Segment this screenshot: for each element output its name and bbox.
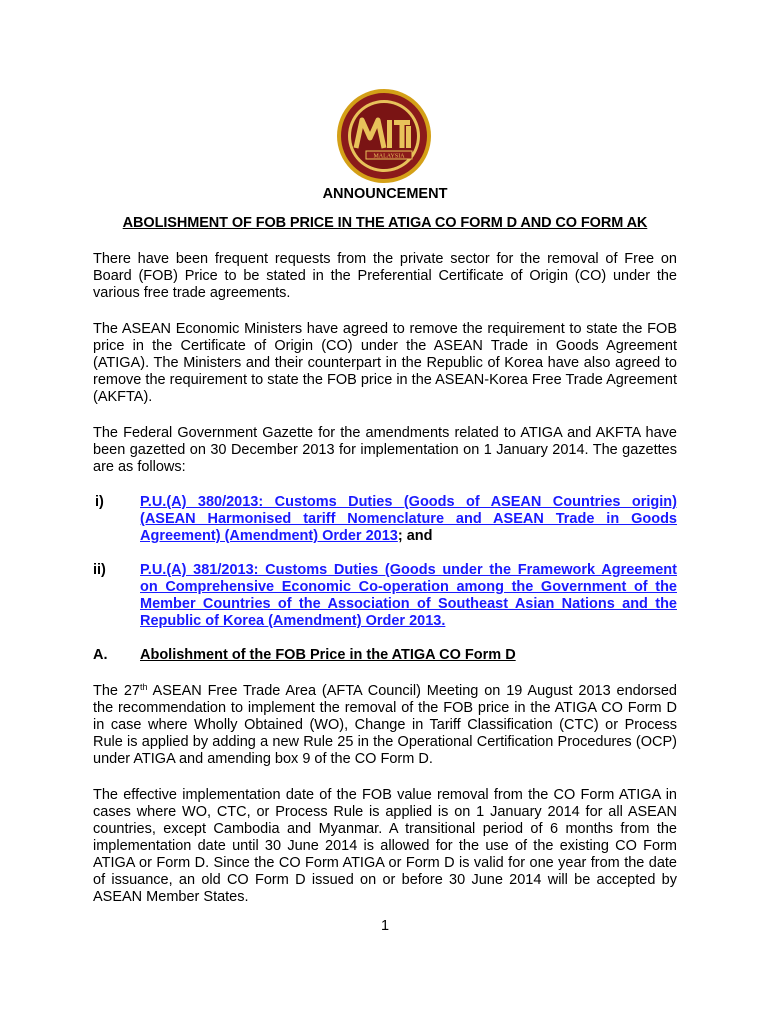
paragraph-ministers: The ASEAN Economic Ministers have agreed to remove the requirement to state the FOB price in the Certificate of Origin (CO) under the ASEAN Trade in Goods Agreement (ATIGA). The Ministers and their counterpart in the Republic of Korea have also agreed to remove the requirement to state the FOB price in the ASEAN-Korea Free Trade Agreement (AKFTA). <box>93 321 677 405</box>
section-a-heading <box>93 647 677 664</box>
list-item-text <box>140 494 677 545</box>
document-body <box>93 186 677 906</box>
miti-logo <box>334 86 434 186</box>
gazette-link-381[interactable]: P.U.(A) 381/2013: Customs Duties (Goods under the Framework Agreement on Comprehensive Economic Co-operation among the Government of the Member Countries of the Association of Southeast Asian Nations and the Republic of Korea (Amendment) Order 2013. <box>140 562 677 629</box>
section-letter: A. <box>93 647 108 663</box>
list-item-number: ii) <box>93 562 106 578</box>
gazette-link-380[interactable]: P.U.(A) 380/2013: Customs Duties (Goods of ASEAN Countries origin) (ASEAN Harmonised tariff Nomenclature and ASEAN Trade in Goods Agreement) (Amendment) Order 2013 <box>140 494 677 544</box>
miti-logo-icon <box>334 86 434 186</box>
text-fragment: The 27 <box>93 683 140 699</box>
document-title: ABOLISHMENT OF FOB PRICE IN THE ATIGA CO FORM D AND CO FORM AK <box>122 215 648 231</box>
announcement-label: ANNOUNCEMENT <box>322 186 448 202</box>
miti-logo-caption: MALAYSIA <box>373 153 405 160</box>
list-item <box>93 562 677 630</box>
list-item-text <box>140 562 677 630</box>
list-item-suffix: ; and <box>397 528 433 544</box>
paragraph-gazette: The Federal Government Gazette for the amendments related to ATIGA and AKFTA have been gazetted on 30 December 2013 for implementation on 1 January 2014. The gazettes are as follows: <box>93 425 677 475</box>
paragraph-requests: There have been frequent requests from the private sector for the removal of Free on Board (FOB) Price to be stated in the Preferential Certificate of Origin (CO) under the various free trade agreements. <box>93 251 677 301</box>
superscript: th <box>139 682 148 692</box>
text-fragment: ASEAN Free Trade Area (AFTA Council) Meeting on 19 August 2013 endorsed the recommendation to implement the removal of the FOB price in the ATIGA CO Form D in case where Wholly Obtained (WO), Change in Tariff Classification (CTC) or Process Rule is applied by adding a new Rule 25 in the Operational Certification Procedures (OCP) under ATIGA and amending box 9 of the CO Form D. <box>93 683 677 767</box>
gazette-list <box>93 494 677 630</box>
list-item-number: i) <box>95 494 104 510</box>
paragraph-implementation: The effective implementation date of the FOB value removal from the CO Form ATIGA in cases where WO, CTC, or Process Rule is applied is on 1 January 2014 for all ASEAN countries, except Cambodia and Myanmar. A transitional period of 6 months from the implementation date until 30 June 2014 is allowed for the use of the existing CO Form ATIGA or Form D. Since the CO Form ATIGA or Form D is valid for one year from the date of issuance, an old CO Form D issued on or before 30 June 2014 will be accepted by ASEAN Member States. <box>93 787 677 905</box>
section-title: Abolishment of the FOB Price in the ATIGA CO Form D <box>140 647 516 663</box>
page-number: 1 <box>380 918 390 934</box>
paragraph-afta-meeting <box>93 683 677 768</box>
list-item <box>93 494 677 545</box>
